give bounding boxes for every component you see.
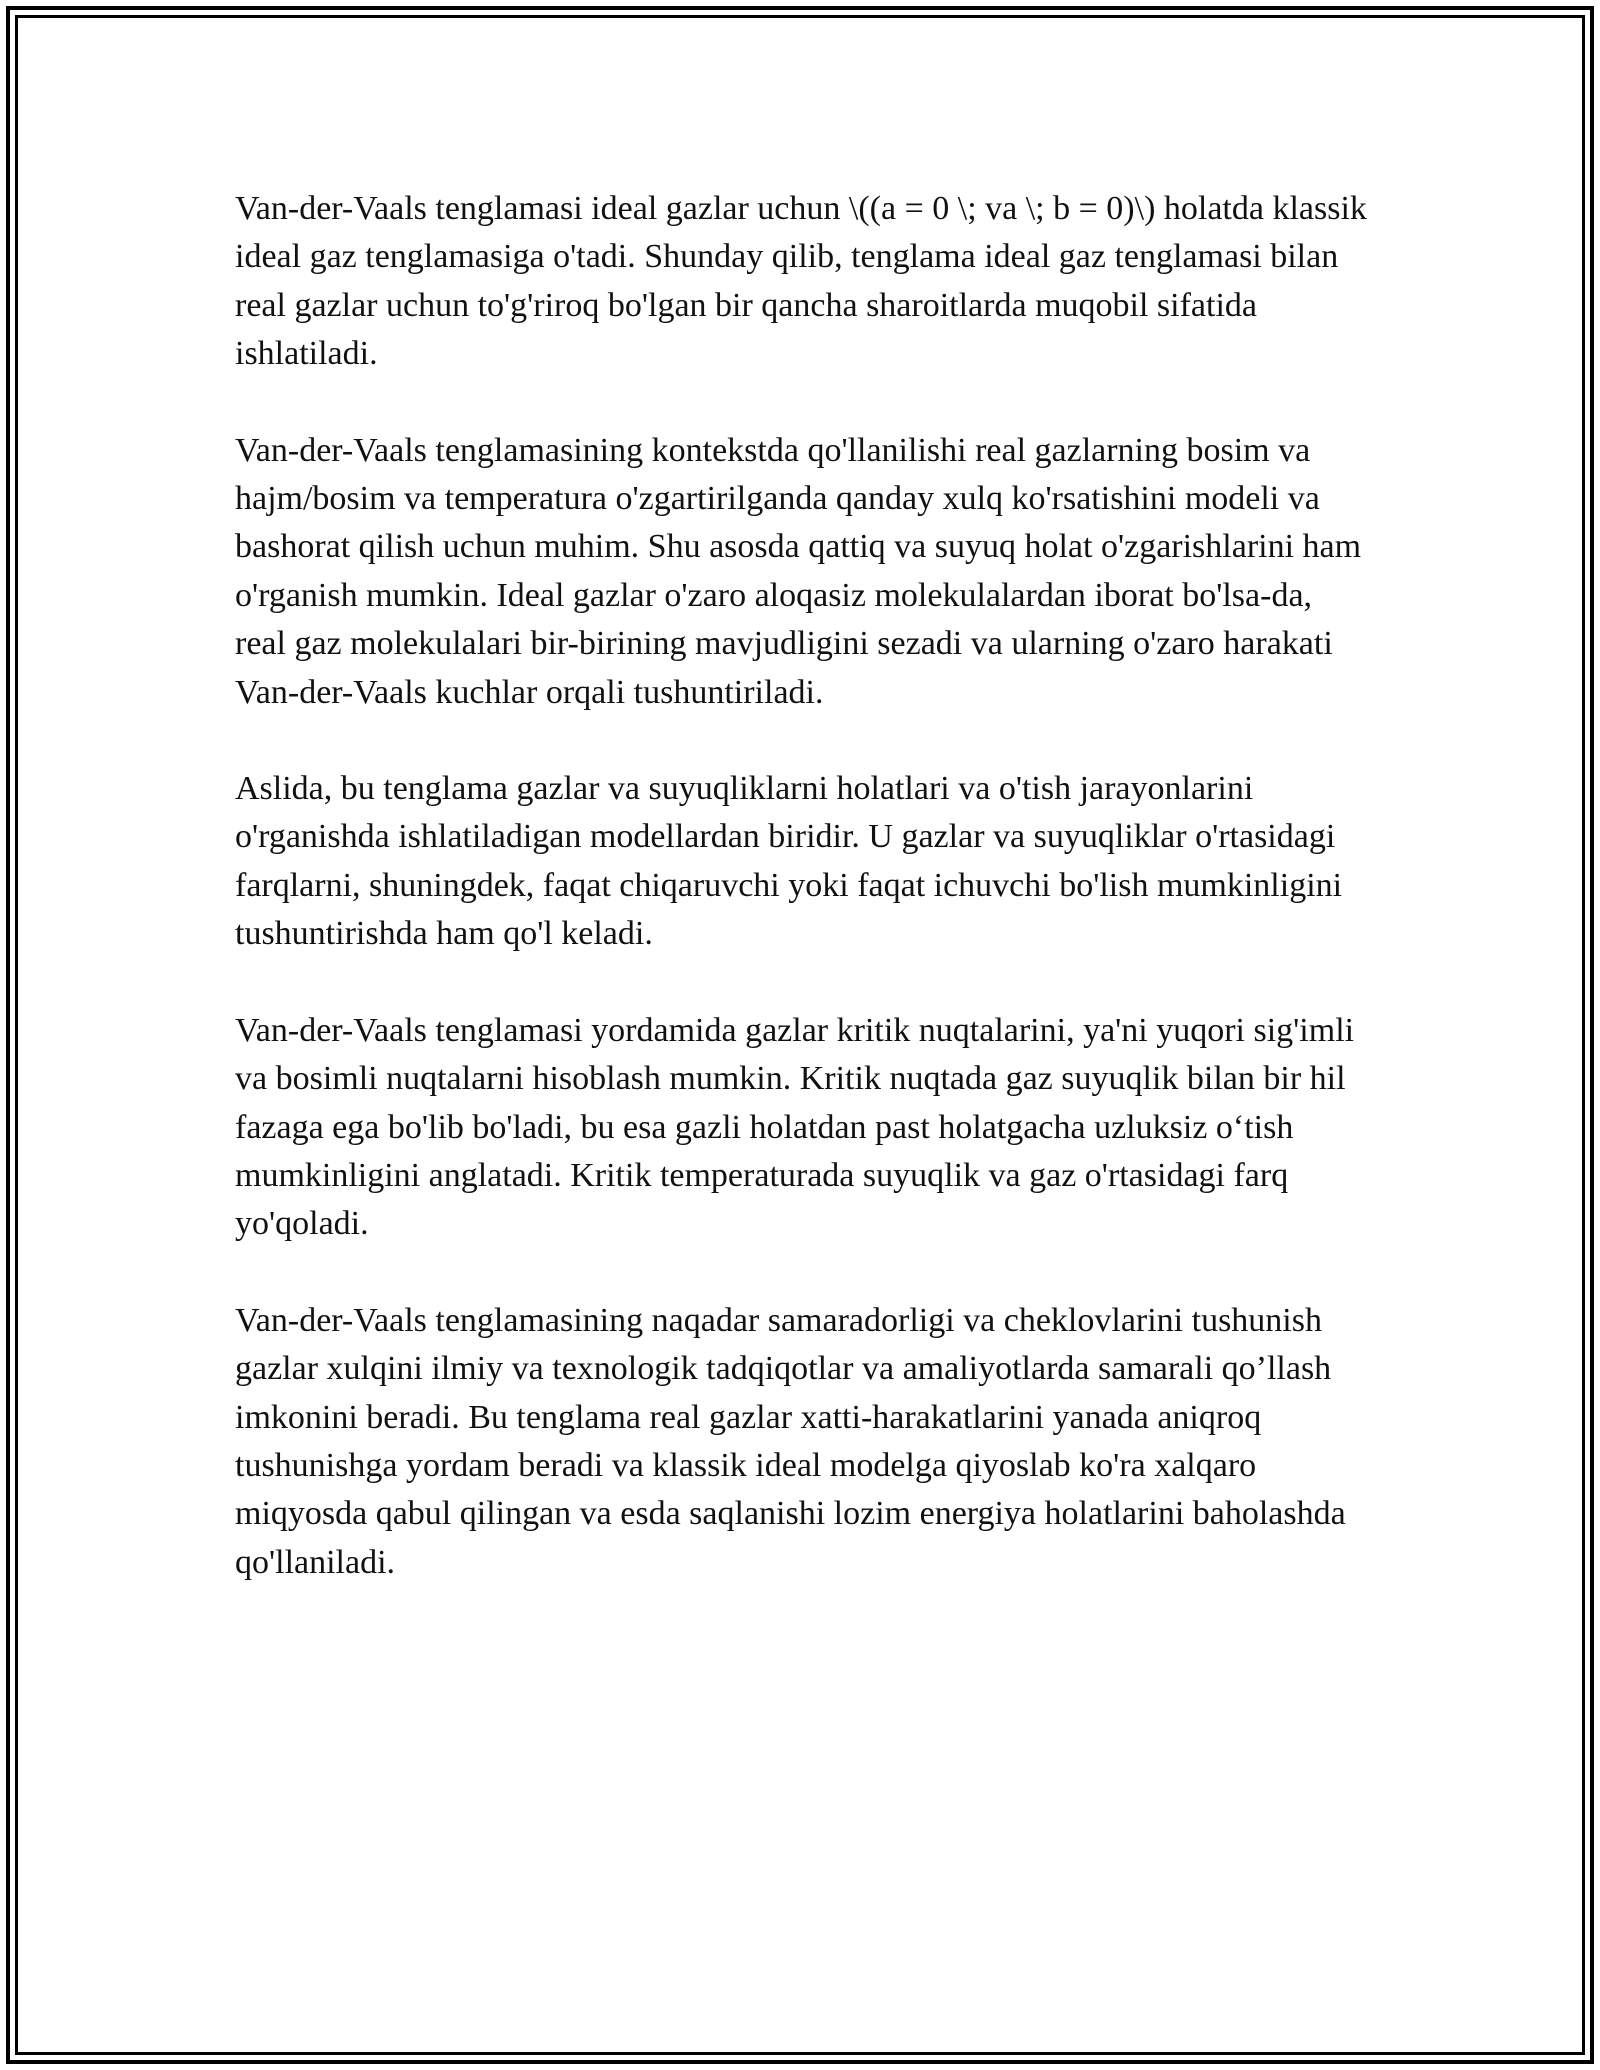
paragraph-1: Van-der-Vaals tenglamasi ideal gazlar uchun \((a = 0 \; va \; b = 0)\) holatda klassik ideal gaz tenglamasiga o'tadi. Shunday qilib, tenglama ideal gaz tenglamasi bilan real gazlar uchun to'g'riroq bo'lgan bir qancha sharoitlarda muqobil sifatida ishlatiladi. <box>235 190 1367 373</box>
paragraph-5: Van-der-Vaals tenglamasining naqadar samaradorligi va cheklovlarini tushunish gazlar xulqini ilmiy va texnologik tadqiqotlar va amaliyotlarda samarali qo’llash imkonini beradi. Bu tenglama real gazlar xatti-harakatlarini yanada aniqroq tushunishga yordam beradi va klassik ideal modelga qiyoslab ko'ra xalqaro miqyosda qabul qilingan va esda saqlanishi lozim energiya holatlarini baholashda qo'llaniladi. <box>235 1301 1346 1581</box>
document-body <box>235 185 1370 1635</box>
paragraph-4: Van-der-Vaals tenglamasi yordamida gazlar kritik nuqtalarini, ya'ni yuqori sig'imli va bosimli nuqtalarni hisoblash mumkin. Kritik nuqtada gaz suyuqlik bilan bir hil fazaga ega bo'lib bo'ladi, bu esa gazli holatdan past holatgacha uzluksiz o‘tish mumkinligini anglatadi. Kritik temperaturada suyuqlik va gaz o'rtasidagi farq yo'qoladi. <box>235 1011 1355 1243</box>
paragraph-3: Aslida, bu tenglama gazlar va suyuqliklarni holatlari va o'tish jarayonlarini o'rganishda ishlatiladigan modellardan biridir. U gazlar va suyuqliklar o'rtasidagi farqlarni, shuningdek, faqat chiqaruvchi yoki faqat ichuvchi bo'lish mumkinligini tushuntirishda ham qo'l keladi. <box>235 770 1343 953</box>
paragraph-2: Van-der-Vaals tenglamasining kontekstda qo'llanilishi real gazlarning bosim va hajm/bosim va temperatura o'zgartirilganda qanday xulq ko'rsatishini modeli va bashorat qilish uchun muhim. Shu asosda qattiq va suyuq holat o'zgarishlarini ham o'rganish mumkin. Ideal gazlar o'zaro aloqasiz molekulalardan iborat bo'lsa-da, real gaz molekulalari bir-birining mavjudligini sezadi va ularning o'zaro harakati Van-der-Vaals kuchlar orqali tushuntiriladi. <box>235 431 1362 711</box>
